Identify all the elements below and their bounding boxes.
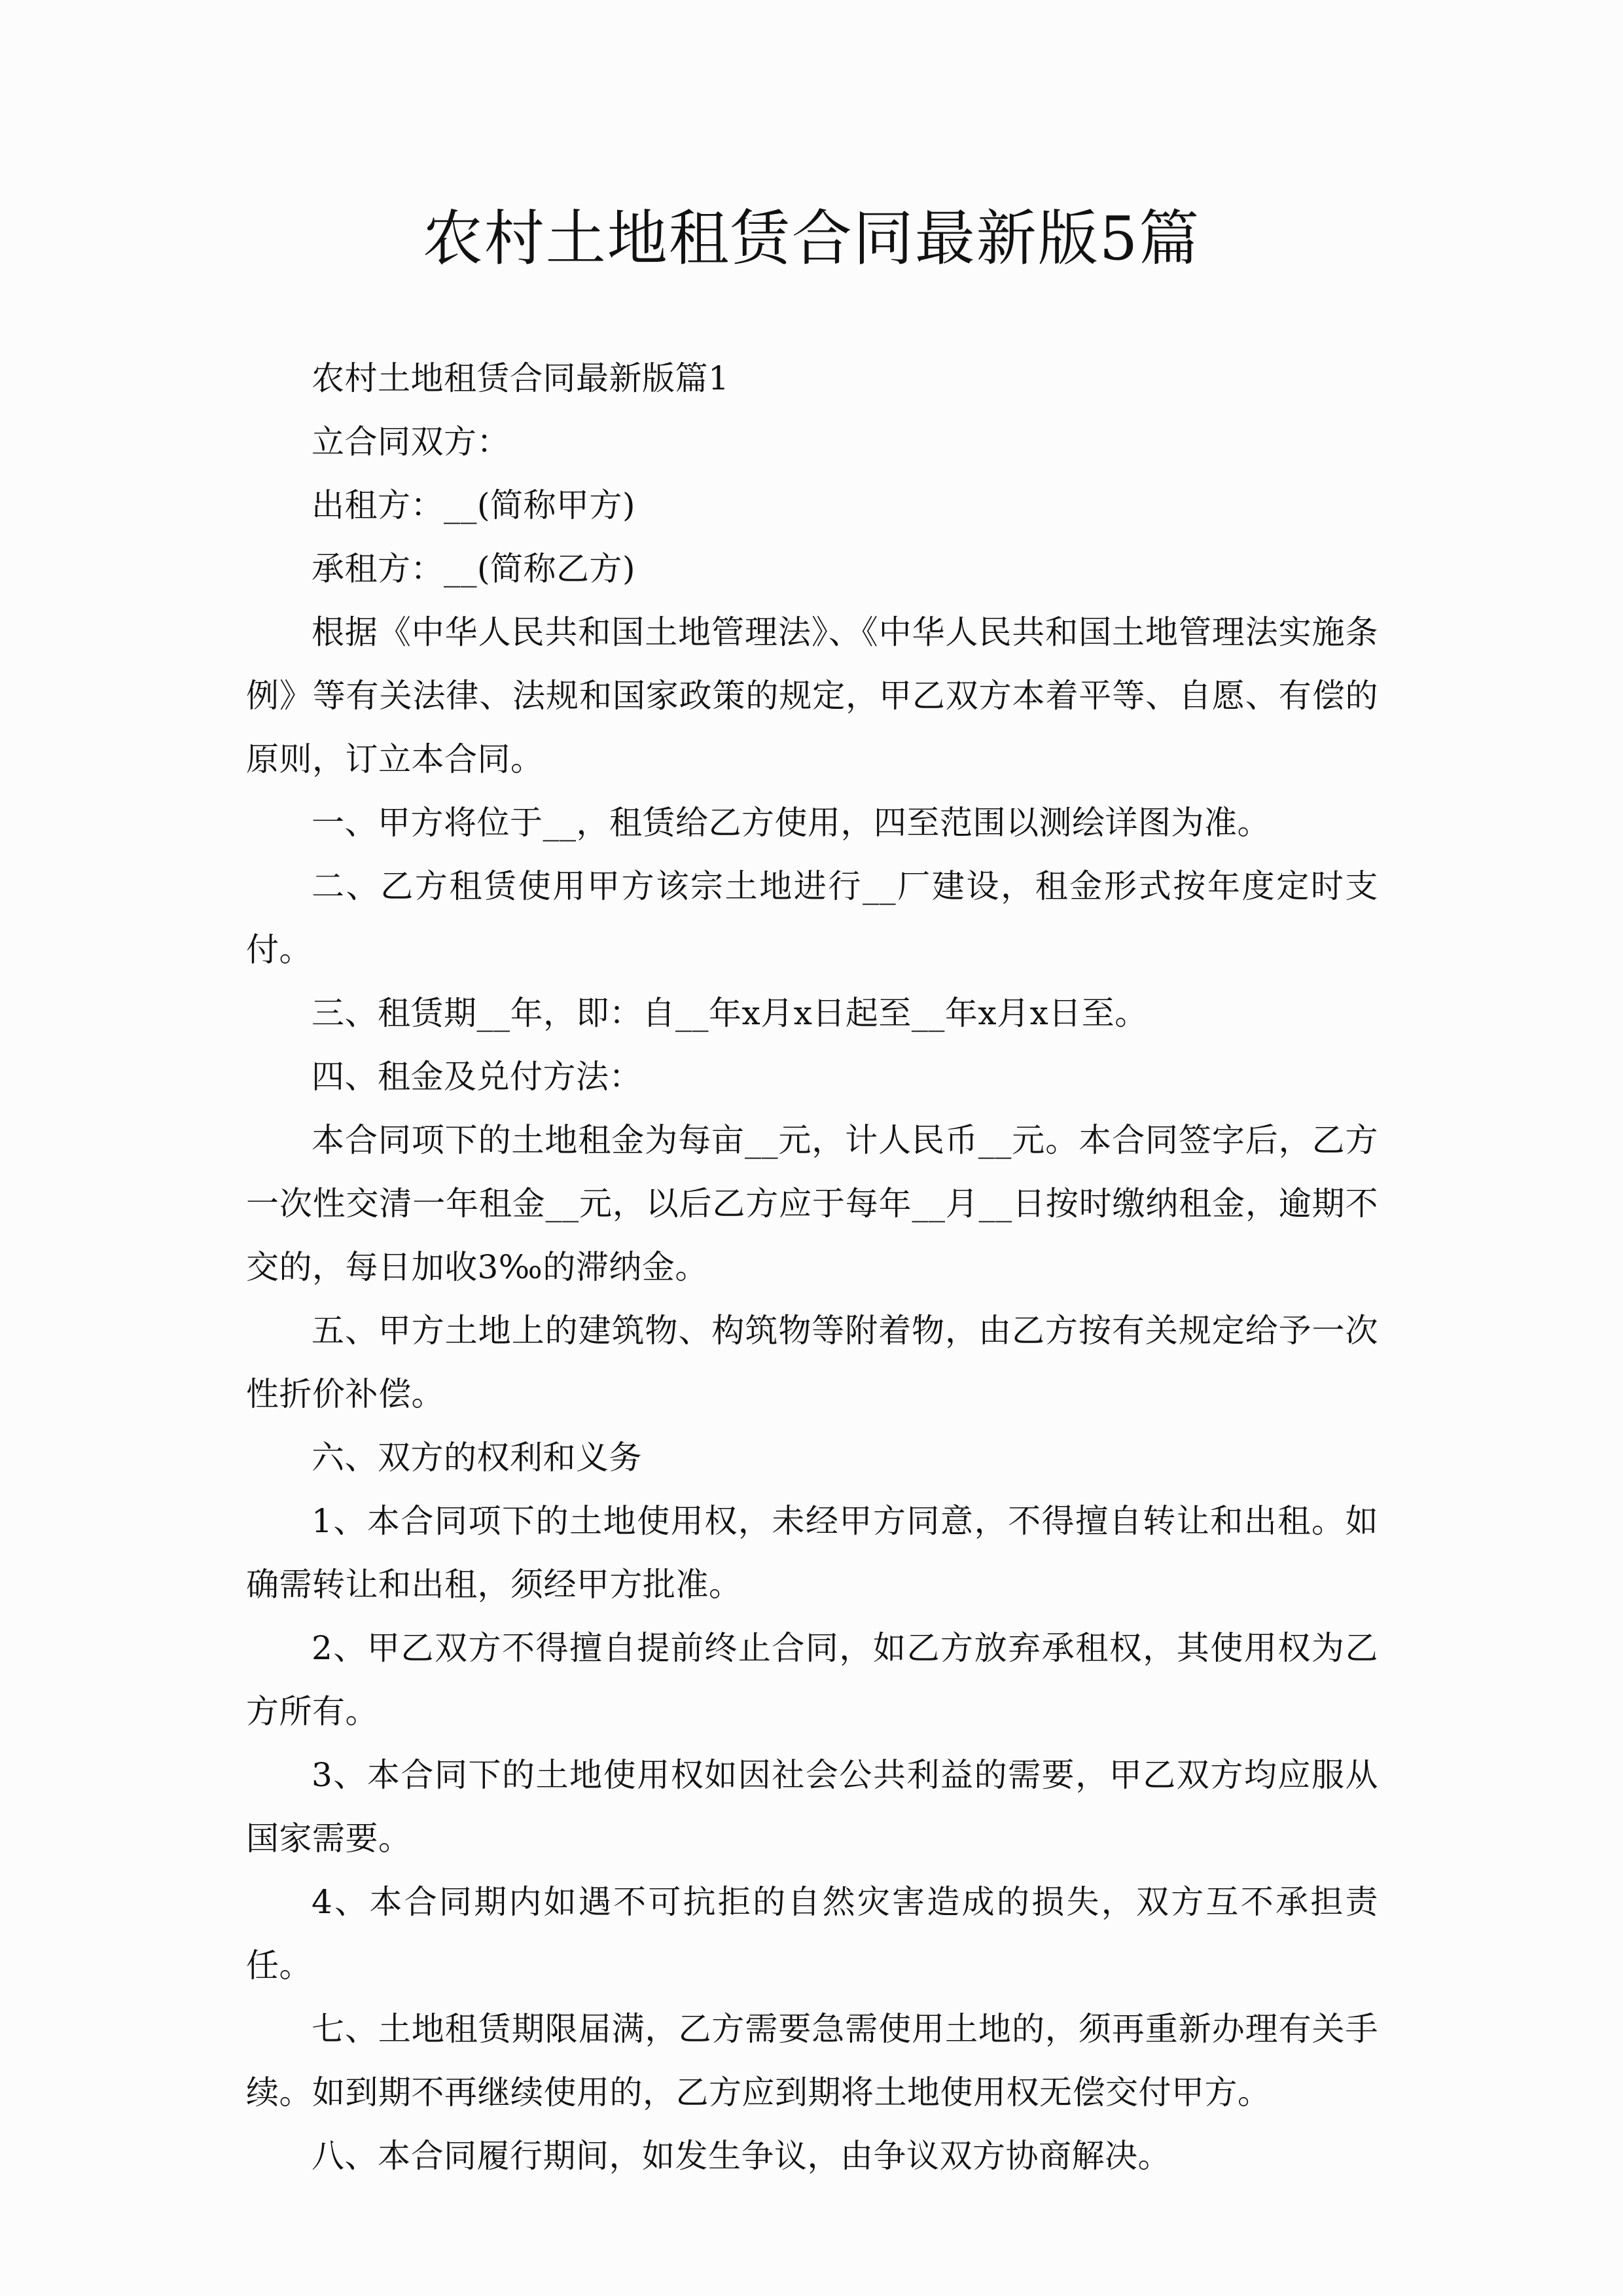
clause-7: 七、土地租赁期限届满，乙方需要急需使用土地的，须再重新办理有关手续。如到期不再继续使用的，乙方应到期将土地使用权无偿交付甲方。 [246,2010,1378,2111]
clause-8: 八、本合同履行期间，如发生争议，由争议双方协商解决。 [312,2137,1171,2175]
clause-6-heading: 六、双方的权利和义务 [312,1439,642,1477]
lessor-line: 出租方：__(简称甲方) [312,486,636,524]
clause-1: 一、甲方将位于__，租赁给乙方使用，四至范围以测绘详图为准。 [312,804,1270,842]
clause-6-item-3: 3、本合同下的土地使用权如因社会公共利益的需要，甲乙双方均应服从国家需要。 [246,1756,1378,1857]
document-title: 农村土地租赁合同最新版5篇 [422,204,1201,274]
clause-3: 三、租赁期__年，即：自__年x月x日起至__年x月x日至。 [312,994,1148,1032]
clause-6-item-4: 4、本合同期内如遇不可抗拒的自然灾害造成的损失，双方互不承担责任。 [246,1883,1378,1984]
preamble-paragraph: 根据《中华人民共和国土地管理法》、《中华人民共和国土地管理法实施条例》等有关法律、法规和国家政策的规定，甲乙双方本着平等、自愿、有偿的原则，订立本合同。 [246,613,1378,778]
clause-4-heading: 四、租金及兑付方法： [312,1058,642,1096]
clause-5: 五、甲方土地上的建筑物、构筑物等附着物，由乙方按有关规定给予一次性折价补偿。 [246,1312,1378,1413]
lessee-line: 承租方：__(简称乙方) [312,550,636,588]
clause-6-item-2: 2、甲乙双方不得擅自提前终止合同，如乙方放弃承租权，其使用权为乙方所有。 [246,1629,1378,1731]
clause-2: 二、乙方租赁使用甲方该宗土地进行__厂建设，租金形式按年度定时支付。 [246,867,1378,969]
document-body [246,347,1378,2188]
clause-6-item-1: 1、本合同项下的土地使用权，未经甲方同意，不得擅自转让和出租。如确需转让和出租，须经甲方批准。 [246,1502,1378,1604]
clause-4-body: 本合同项下的土地租金为每亩__元，计人民币__元。本合同签字后，乙方一次性交清一年租金__元，以后乙方应于每年__月__日按时缴纳租金，逾期不交的，每日加收3‰的滞纳金。 [246,1121,1378,1286]
section-heading: 农村土地租赁合同最新版篇1 [312,359,730,397]
parties-label: 立合同双方： [312,423,510,461]
